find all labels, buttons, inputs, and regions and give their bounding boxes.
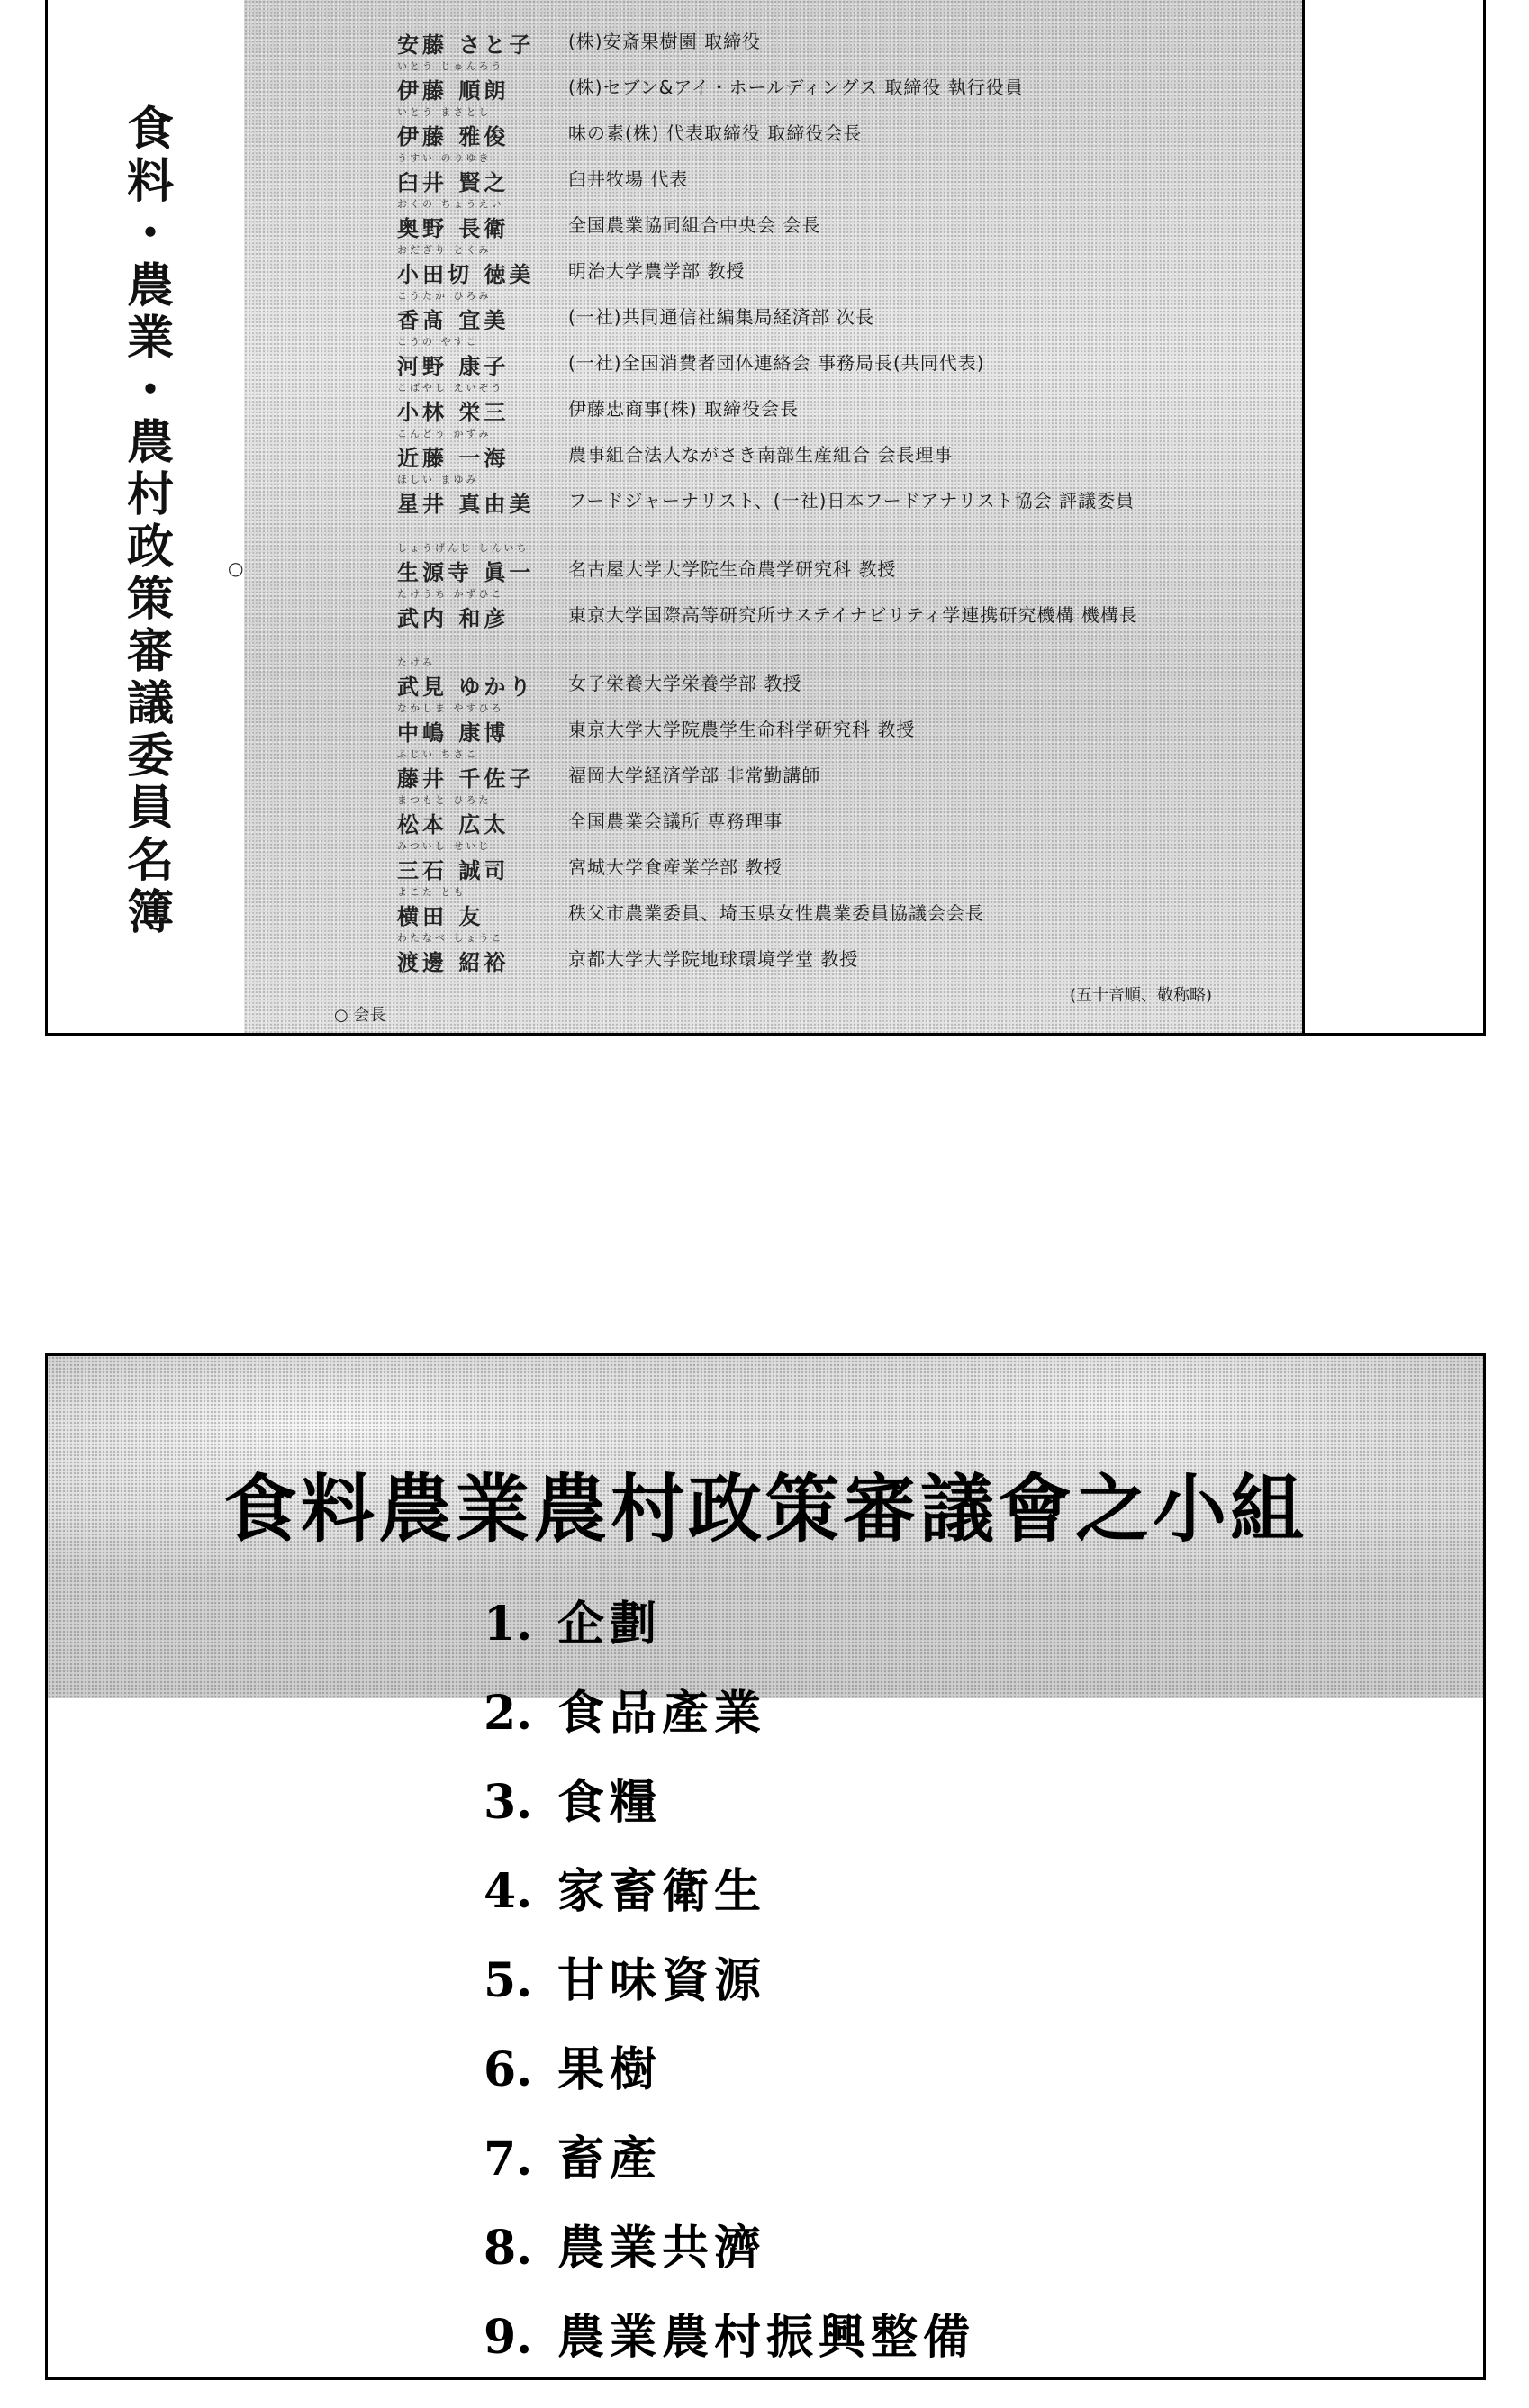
member-name: 生源寺 眞一	[397, 560, 535, 585]
member-name: 武見 ゆかり	[397, 674, 535, 700]
subcommittee-label: 家畜衛生	[557, 1864, 767, 1919]
subcommittee-number: 3.	[484, 1775, 533, 1830]
member-row	[244, 792, 1302, 838]
member-affiliation: 福岡大学経済学部 非常勤講師	[568, 765, 821, 786]
subcommittee-label: 農業共濟	[557, 2221, 767, 2276]
member-row	[244, 13, 1302, 59]
member-reading: うすい のりゆき	[397, 152, 492, 164]
member-reading: みついし せいじ	[397, 840, 492, 852]
member-reading: たけみ	[397, 656, 435, 668]
subcommittee-item	[484, 2032, 975, 2121]
member-row	[244, 288, 1302, 334]
subcommittee-number: 9.	[484, 2310, 533, 2365]
subcommittee-label: 食品產業	[557, 1686, 767, 1741]
subcommittee-item	[484, 1853, 975, 1942]
member-name: 星井 真由美	[397, 492, 535, 517]
member-affiliation: 名古屋大学大学院生命農学研究科 教授	[568, 558, 897, 580]
subcommittee-item	[484, 1675, 975, 1764]
order-note: (五十音順、敬称略)	[1069, 986, 1212, 1005]
member-name: 渡邊 紹裕	[397, 950, 510, 975]
subcommittee-list	[484, 1586, 975, 2380]
member-name: 武内 和彦	[397, 606, 510, 631]
member-affiliation: 東京大学国際高等研究所サステイナビリティ学連携研究機構 機構長	[568, 604, 1138, 626]
member-reading: わたなべ しょうこ	[397, 932, 504, 944]
member-affiliation: 女子栄養大学栄養学部 教授	[568, 673, 802, 694]
chair-mark: ○	[228, 557, 244, 579]
member-reading: ふじい ちさこ	[397, 748, 479, 760]
member-row	[244, 104, 1302, 150]
member-roster-slide	[45, 0, 1486, 1036]
member-reading: いとう じゅんろう	[397, 60, 504, 72]
member-reading: おだぎり とくみ	[397, 244, 492, 256]
member-affiliation: 宮城大学食産業学部 教授	[568, 856, 783, 878]
subcommittee-label: 農業農村振興整備	[557, 2310, 976, 2365]
member-reading: まつもと ひろた	[397, 794, 492, 806]
member-name: 安藤 さと子	[397, 32, 535, 58]
member-row	[244, 426, 1302, 472]
subcommittee-number: 4.	[484, 1864, 533, 1919]
subcommittee-number: 8.	[484, 2221, 533, 2276]
subcommittee-number: 5.	[484, 1953, 533, 2008]
member-name: 三石 誠司	[397, 858, 510, 883]
member-row	[244, 701, 1302, 747]
member-reading: こうたか ひろみ	[397, 290, 492, 302]
member-affiliation: 全国農業協同組合中央会 会長	[568, 214, 821, 236]
member-name: 小林 栄三	[397, 400, 510, 425]
member-name: 香髙 宜美	[397, 308, 510, 333]
member-name: 奥野 長衛	[397, 216, 510, 241]
member-affiliation: (一社)共同通信社編集局経済部 次長	[568, 306, 874, 328]
member-reading: よこた とも	[397, 886, 466, 898]
member-reading: たけうち かずひこ	[397, 588, 504, 600]
subcommittee-label: 食糧	[557, 1775, 663, 1830]
subcommittee-number: 6.	[484, 2042, 533, 2097]
member-row	[244, 884, 1302, 930]
member-affiliation: 京都大学大学院地球環境学堂 教授	[568, 948, 859, 970]
member-reading: いとう まさとし	[397, 106, 492, 118]
member-affiliation: (株)セブン&アイ・ホールディングス 取締役 執行役員	[568, 77, 1024, 98]
member-name: 伊藤 雅俊	[397, 124, 510, 149]
subcommittee-number: 1.	[484, 1597, 533, 1652]
subcommittee-item	[484, 2299, 975, 2380]
member-reading: おくの ちょうえい	[397, 198, 504, 210]
member-affiliation: 東京大学大学院農学生命科学研究科 教授	[568, 719, 916, 740]
member-reading: ほしい まゆみ	[397, 474, 479, 485]
subcommittee-title: 食料農業農村政策審議會之小組	[222, 1466, 1307, 1553]
member-name: 河野 康子	[397, 354, 510, 379]
subcommittee-item	[484, 1586, 975, 1675]
member-affiliation: (一社)全国消費者団体連絡会 事務局長(共同代表)	[568, 352, 985, 374]
member-row	[244, 380, 1302, 426]
member-row	[244, 472, 1302, 540]
subcommittee-number: 2.	[484, 1686, 533, 1741]
subcommittee-item	[484, 1764, 975, 1853]
member-name: 伊藤 順朗	[397, 78, 510, 104]
member-reading: こんどう かずみ	[397, 428, 492, 439]
member-affiliation: (株)安斎果樹園 取締役	[568, 31, 761, 52]
subcommittee-label: 甘味資源	[557, 1953, 767, 2008]
subcommittee-number: 7.	[484, 2132, 533, 2186]
member-row	[228, 540, 1302, 586]
chair-note: ○ 会長	[334, 1006, 386, 1025]
member-list	[228, 13, 1302, 976]
member-row	[244, 59, 1302, 104]
roster-vertical-title: 食料・農業・農村政策審議委員名簿	[118, 104, 173, 939]
subcommittee-item	[484, 1942, 975, 2032]
subcommittee-item	[484, 2121, 975, 2210]
member-affiliation: 秩父市農業委員、埼玉県女性農業委員協議会会長	[568, 902, 984, 924]
roster-panel	[228, 0, 1305, 1033]
member-affiliation: 伊藤忠商事(株) 取締役会長	[568, 398, 799, 420]
member-row	[244, 586, 1302, 655]
member-reading: なかしま やすひろ	[397, 702, 504, 714]
member-row	[244, 242, 1302, 288]
member-affiliation: 明治大学農学部 教授	[568, 260, 746, 282]
member-row	[244, 334, 1302, 380]
member-name: 小田切 徳美	[397, 262, 535, 287]
member-affiliation: 味の素(株) 代表取締役 取締役会長	[568, 122, 863, 144]
member-name: 松本 広太	[397, 812, 510, 837]
member-affiliation: 農事組合法人ながさき南部生産組合 会長理事	[568, 444, 954, 466]
member-name: 近藤 一海	[397, 446, 510, 471]
member-row	[244, 930, 1302, 976]
member-row	[244, 655, 1302, 701]
subcommittee-label: 畜產	[557, 2132, 663, 2186]
member-row	[244, 196, 1302, 242]
subcommittee-label: 果樹	[557, 2042, 663, 2097]
member-affiliation: フードジャーナリスト、(一社)日本フードアナリスト協会 評議委員	[568, 490, 1135, 511]
member-row	[244, 150, 1302, 196]
subcommittee-label: 企劃	[557, 1597, 663, 1652]
member-reading: しょうげんじ しんいち	[397, 542, 529, 554]
member-name: 藤井 千佐子	[397, 766, 535, 792]
member-reading: こうの やすこ	[397, 336, 479, 348]
member-name: 横田 友	[397, 904, 484, 929]
member-reading: こばやし えいぞう	[397, 382, 504, 394]
subcommittee-item	[484, 2210, 975, 2299]
member-name: 中嶋 康博	[397, 720, 510, 746]
member-name: 臼井 賢之	[397, 170, 510, 195]
roster-title-column	[48, 0, 244, 1033]
member-affiliation: 臼井牧場 代表	[568, 168, 689, 190]
member-row	[244, 838, 1302, 884]
subcommittee-slide	[45, 1353, 1486, 2380]
member-affiliation: 全国農業会議所 専務理事	[568, 810, 783, 832]
member-row	[244, 747, 1302, 792]
